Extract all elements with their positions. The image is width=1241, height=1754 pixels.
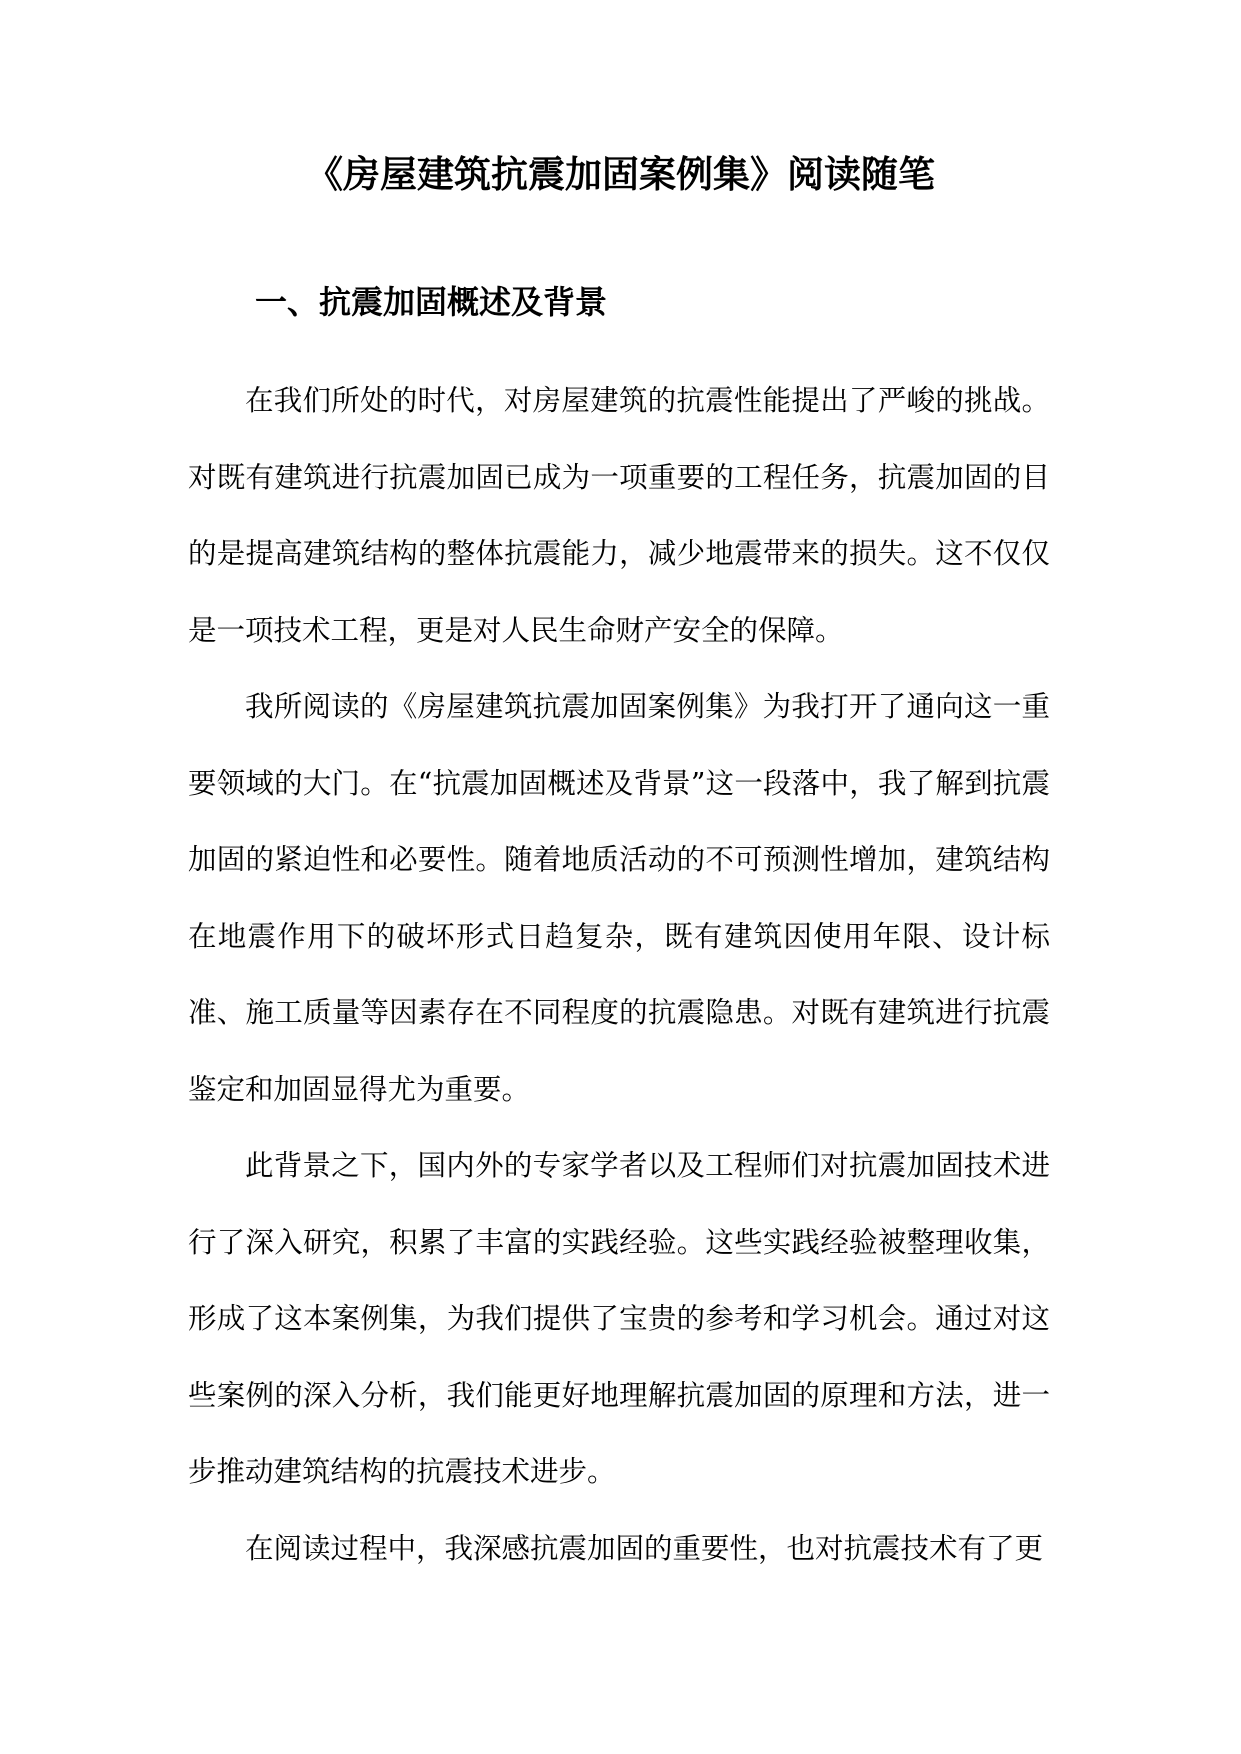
section-heading: 一、抗震加固概述及背景 (255, 283, 608, 321)
paragraph: 在我们所处的时代，对房屋建筑的抗震性能提出了严峻的挑战。对既有建筑进行抗震加固已成为一项重要的工程任务，抗震加固的目的是提高建筑结构的整体抗震能力，减少地震带来的损失。这不仅仅是一项技术工程，更是对人民生命财产安全的保障。 (188, 384, 1050, 647)
document-body (188, 363, 1050, 1587)
paragraph: 我所阅读的《房屋建筑抗震加固案例集》为我打开了通向这一重要领域的大门。在“抗震加固概述及背景”这一段落中，我了解到抗震加固的紧迫性和必要性。随着地质活动的不可预测性增加，建筑结构在地震作用下的破坏形式日趋复杂，既有建筑因使用年限、设计标准、施工质量等因素存在不同程度的抗震隐患。对既有建筑进行抗震鉴定和加固显得尤为重要。 (188, 690, 1050, 1106)
paragraph: 在阅读过程中，我深感抗震加固的重要性，也对抗震技术有了更 (245, 1531, 1044, 1565)
paragraph: 此背景之下，国内外的专家学者以及工程师们对抗震加固技术进行了深入研究，积累了丰富的实践经验。这些实践经验被整理收集，形成了这本案例集，为我们提供了宝贵的参考和学习机会。通过对这些案例的深入分析，我们能更好地理解抗震加固的原理和方法，进一步推动建筑结构的抗震技术进步。 (188, 1149, 1050, 1488)
document-title: 《房屋建筑抗震加固案例集》阅读随笔 (306, 152, 935, 196)
